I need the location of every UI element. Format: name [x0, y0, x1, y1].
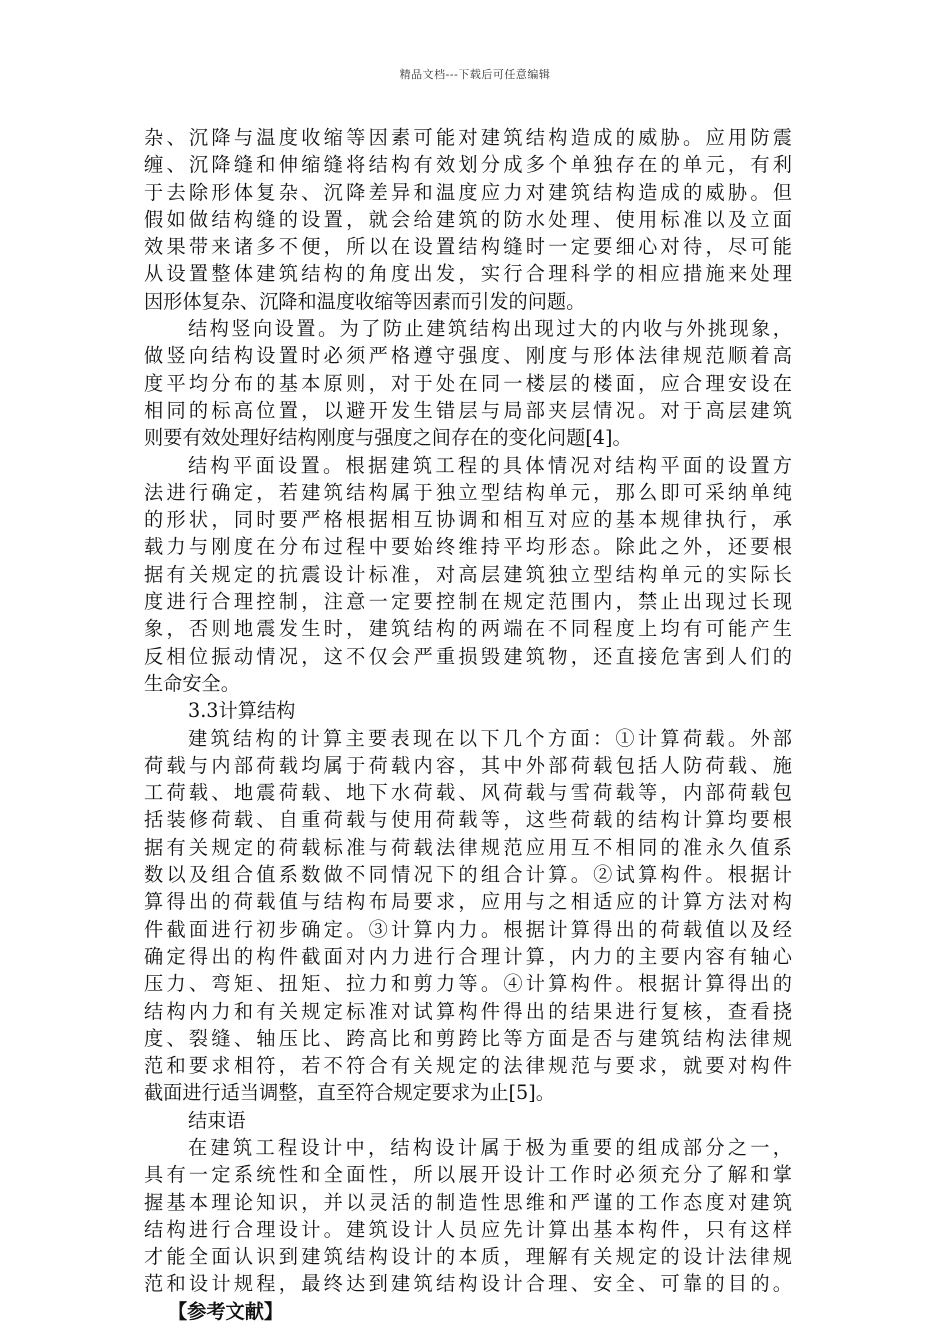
text-line: 具有一定系统性和全面性，所以展开设计工作时必须充分了解和掌	[144, 1163, 792, 1187]
text-line: 度、裂缝、轴压比、跨高比和剪跨比等方面是否与建筑结构法律规	[144, 1026, 792, 1050]
text-line: 的形状，同时要严格根据相互协调和相互对应的基本规律执行，承	[144, 508, 792, 532]
text-line: 件截面进行初步确定。③计算内力。根据计算得出的荷载值以及经	[144, 917, 792, 941]
text-line: 象，否则地震发生时，建筑结构的两端在不同程度上均有可能产生	[144, 617, 792, 641]
text-line: 结构进行合理设计。建筑设计人员应先计算出基本构件，只有这样	[144, 1217, 792, 1241]
text-line: 反相位振动情况，这不仅会严重损毁建筑物，还直接危害到人们的	[144, 644, 792, 668]
text-line: 据有关规定的抗震设计标准，对高层建筑独立型结构单元的实际长	[144, 562, 792, 586]
text-line: 于去除形体复杂、沉降差异和温度应力对建筑结构造成的威胁。但	[144, 180, 792, 204]
text-line: 握基本理论知识，并以灵活的制造性思维和严谨的工作态度对建筑	[144, 1190, 792, 1214]
text-line: 在建筑工程设计中，结构设计属于极为重要的组成部分之一，	[188, 1135, 792, 1159]
text-line: 杂、沉降与温度收缩等因素可能对建筑结构造成的威胁。应用防震	[144, 126, 792, 149]
text-line: 度进行合理控制，注意一定要控制在规定范围内，禁止出现过长现	[144, 590, 792, 614]
references-heading: 【参考文献】	[168, 1299, 284, 1323]
text-line: 缠、沉降缝和伸缩缝将结构有效划分成多个单独存在的单元，有利	[144, 153, 792, 177]
text-line: 假如做结构缝的设置，就会给建筑的防水处理、使用标准以及立面	[144, 207, 792, 231]
text-line: 度平均分布的基本原则，对于处在同一楼层的楼面，应合理安设在	[144, 371, 792, 395]
text-line: 3.3计算结构	[188, 699, 296, 723]
text-line: 据有关规定的荷载标准与荷载法律规范应用互不相同的准永久值系	[144, 835, 792, 859]
text-line: 结束语	[188, 1108, 246, 1132]
text-line: 压力、弯矩、扭矩、拉力和剪力等。④计算构件。根据计算得出的	[144, 972, 792, 996]
text-line: 才能全面认识到建筑结构设计的本质，理解有关规定的设计法律规	[144, 1245, 792, 1269]
text-line: 从设置整体建筑结构的角度出发，实行合理科学的相应措施来处理	[144, 262, 792, 286]
text-line: 生命安全。	[144, 671, 240, 695]
text-line: 建筑结构的计算主要表现在以下几个方面：①计算荷载。外部	[188, 726, 792, 750]
text-line: 荷载与内部荷载均属于荷载内容，其中外部荷载包括人防荷载、施	[144, 753, 792, 777]
text-line: 结构内力和有关规定标准对试算构件得出的结果进行复核，查看挠	[144, 999, 792, 1023]
text-line: 法进行确定，若建筑结构属于独立型结构单元，那么即可采纳单纯	[144, 480, 792, 504]
document-body	[144, 124, 792, 1325]
text-line: 效果带来诸多不便，所以在设置结构缝时一定要细心对待，尽可能	[144, 235, 792, 259]
text-line: 范和设计规程，最终达到建筑结构设计合理、安全、可靠的目的。	[144, 1272, 792, 1296]
text-line: 则要有效处理好结构刚度与强度之间存在的变化问题[4]。	[144, 426, 632, 450]
text-line: 数以及组合值系数做不同情况下的组合计算。②试算构件。根据计	[144, 863, 792, 887]
text-line: 算得出的荷载值与结构布局要求，应用与之相适应的计算方法对构	[144, 890, 792, 914]
page-header: 精品文档---下载后可任意编辑	[399, 68, 551, 81]
text-line: 范和要求相符，若不符合有关规定的法律规范与要求，就要对构件	[144, 1054, 792, 1078]
text-line: 结构平面设置。根据建筑工程的具体情况对结构平面的设置方	[188, 453, 792, 477]
text-line: 截面进行适当调整，直至符合规定要求为止[5]。	[144, 1081, 555, 1105]
text-line: 括装修荷载、自重荷载与使用荷载等，这些荷载的结构计算均要根	[144, 808, 792, 832]
text-line: 因形体复杂、沉降和温度收缩等因素而引发的问题。	[144, 289, 586, 313]
text-line: 载力与刚度在分布过程中要始终维持平均形态。除此之外，还要根	[144, 535, 792, 559]
text-line: 工荷载、地震荷载、地下水荷载、风荷载与雪荷载等，内部荷载包	[144, 781, 792, 805]
text-line: 确定得出的构件截面对内力进行合理计算，内力的主要内容有轴心	[144, 944, 792, 968]
text-line: 相同的标高位置，以避开发生错层与局部夹层情况。对于高层建筑	[144, 398, 792, 422]
text-line: 结构竖向设置。为了防止建筑结构出现过大的内收与外挑现象，	[188, 317, 792, 341]
text-line: 做竖向结构设置时必须严格遵守强度、刚度与形体法律规范顺着高	[144, 344, 792, 368]
